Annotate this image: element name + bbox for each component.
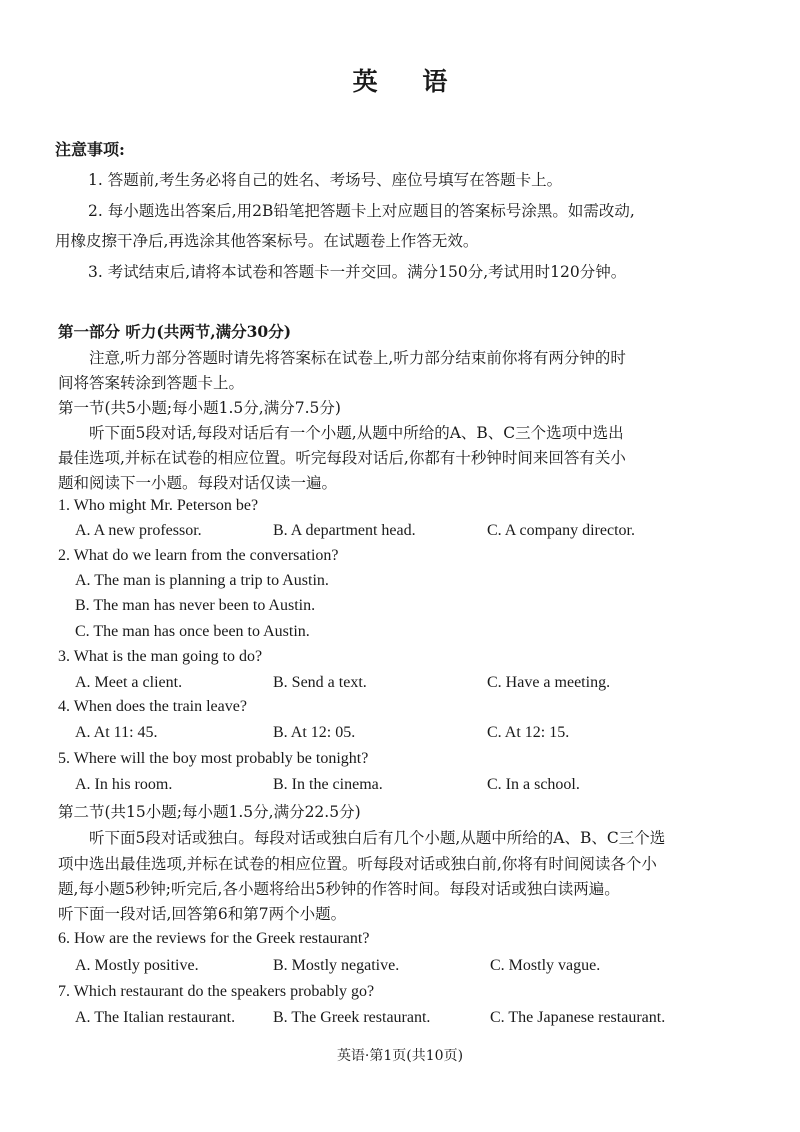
part1-note: 间将答案转涂到答题卡上。 [58, 374, 245, 392]
option-c: C. The Japanese restaurant. [490, 1009, 666, 1026]
option-a: A. In his room. [75, 776, 173, 793]
notice-item: 1. 答题前,考生务必将自己的姓名、考场号、座位号填写在答题卡上。 [88, 171, 563, 189]
option-b: B. In the cinema. [273, 776, 383, 793]
part1-note: 注意,听力部分答题时请先将答案标在试卷上,听力部分结束前你将有两分钟的时 [89, 349, 626, 367]
section2-instruction: 听下面一段对话,回答第6和第7两个小题。 [58, 905, 347, 923]
notice-item: 用橡皮擦干净后,再选涂其他答案标号。在试题卷上作答无效。 [55, 232, 479, 250]
notice-item: 3. 考试结束后,请将本试卷和答题卡一并交回。满分150分,考试用时120分钟。 [88, 263, 627, 281]
page-title: 英 语 [352, 67, 466, 96]
section2-instruction: 题,每小题5秒钟;听完后,各小题将给出5秒钟的作答时间。每段对话或独白读两遍。 [58, 880, 620, 898]
option-b: B. The man has never been to Austin. [75, 597, 316, 614]
section1-instruction: 最佳选项,并标在试卷的相应位置。听完每段对话后,你都有十秒钟时间来回答有关小 [58, 449, 626, 467]
option-b: B. At 12: 05. [273, 724, 356, 741]
option-a: A. The man is planning a trip to Austin. [75, 572, 329, 589]
section1-instruction: 听下面5段对话,每段对话后有一个小题,从题中所给的A、B、C三个选项中选出 [89, 424, 624, 442]
option-a: A. Mostly positive. [75, 957, 199, 974]
option-a: A. A new professor. [75, 522, 202, 539]
option-c: C. Mostly vague. [490, 957, 601, 974]
question-6: 6. How are the reviews for the Greek restaurant? [58, 930, 370, 947]
question-2: 2. What do we learn from the conversation? [58, 547, 339, 564]
question-1: 1. Who might Mr. Peterson be? [58, 497, 259, 514]
section2-heading: 第二节(共15小题;每小题1.5分,满分22.5分) [58, 803, 361, 821]
option-b: B. Send a text. [273, 674, 367, 691]
question-7: 7. Which restaurant do the speakers probably go? [58, 983, 375, 1000]
part1-heading: 第一部分 听力(共两节,满分30分) [58, 322, 292, 341]
option-a: A. At 11: 45. [75, 724, 158, 741]
question-5: 5. Where will the boy most probably be tonight? [58, 750, 369, 767]
section1-heading: 第一节(共5小题;每小题1.5分,满分7.5分) [58, 399, 341, 417]
option-a: A. Meet a client. [75, 674, 183, 691]
option-b: B. The Greek restaurant. [273, 1009, 431, 1026]
page-footer: 英语·第1页(共10页) [336, 1048, 464, 1064]
option-b: B. Mostly negative. [273, 957, 400, 974]
option-c: C. Have a meeting. [487, 674, 611, 691]
option-c: C. At 12: 15. [487, 724, 570, 741]
notice-item: 2. 每小题选出答案后,用2B铅笔把答题卡上对应题目的答案标号涂黑。如需改动, [88, 202, 635, 220]
section2-instruction: 项中选出最佳选项,并标在试卷的相应位置。听每段对话或独白前,你将有时间阅读各个小 [58, 855, 657, 873]
option-a: A. The Italian restaurant. [75, 1009, 236, 1026]
question-4: 4. When does the train leave? [58, 698, 247, 715]
option-c: C. In a school. [487, 776, 580, 793]
notice-heading: 注意事项: [55, 140, 125, 159]
option-c: C. The man has once been to Austin. [75, 623, 310, 640]
option-b: B. A department head. [273, 522, 416, 539]
section1-instruction: 题和阅读下一小题。每段对话仅读一遍。 [58, 474, 338, 492]
question-3: 3. What is the man going to do? [58, 648, 263, 665]
option-c: C. A company director. [487, 522, 635, 539]
section2-instruction: 听下面5段对话或独白。每段对话或独白后有几个小题,从题中所给的A、B、C三个选 [89, 829, 666, 847]
